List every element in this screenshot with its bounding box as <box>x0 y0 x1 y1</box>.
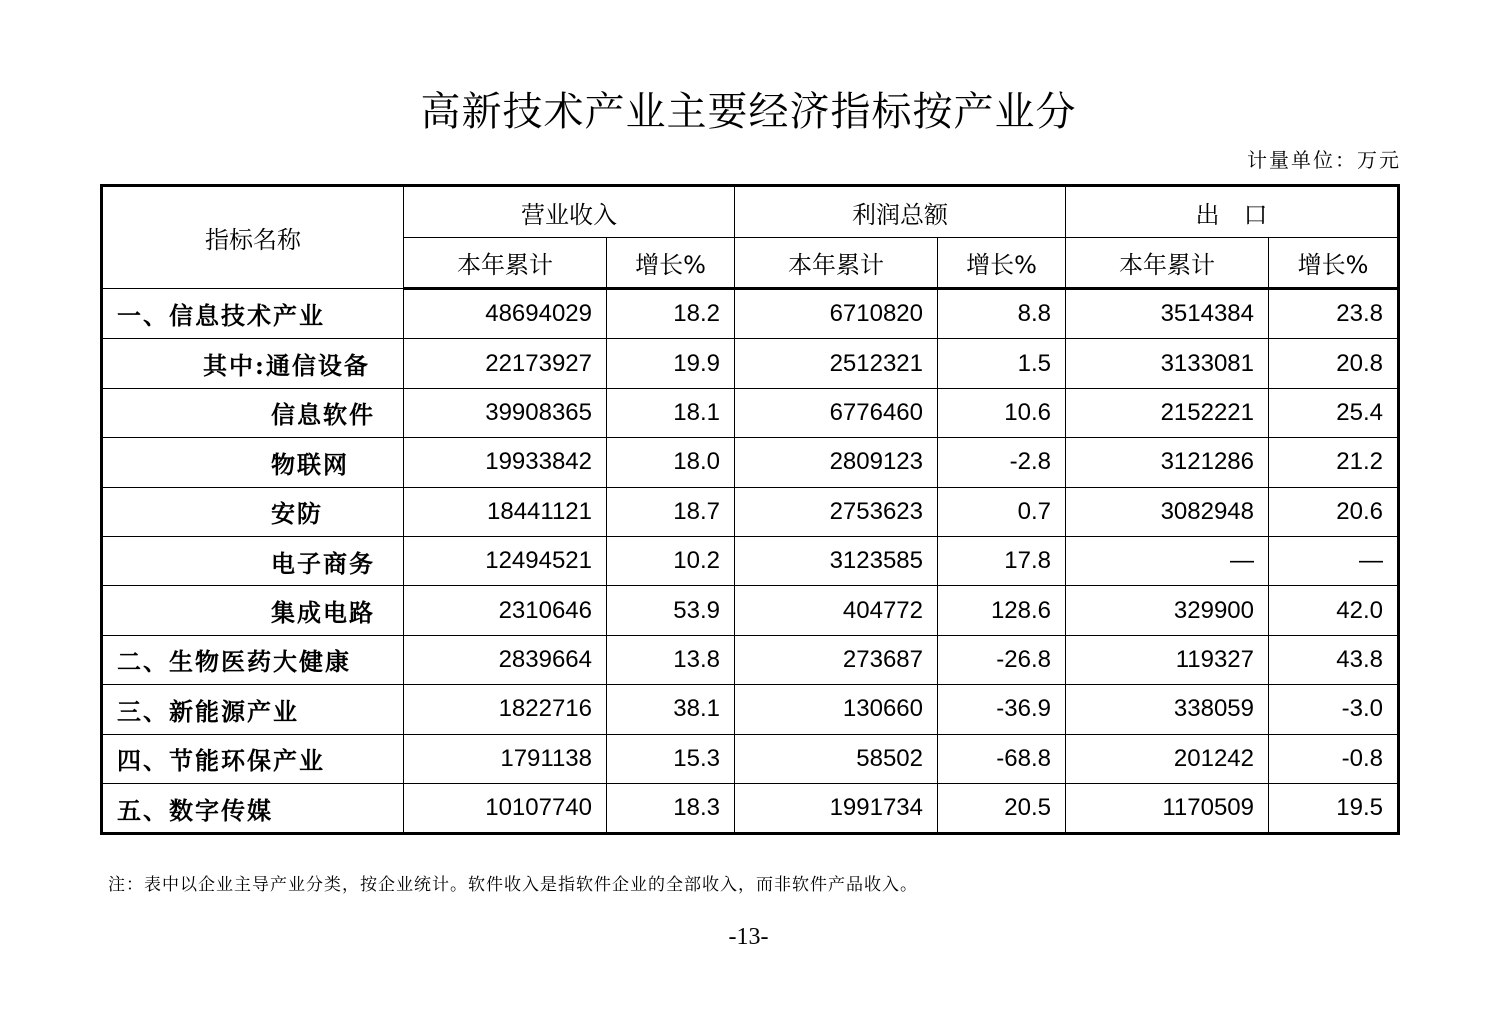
cell-revenue-growth: 19.9 <box>607 339 735 388</box>
cell-profit-ytd: 3123585 <box>735 536 938 585</box>
cell-profit-ytd: 273687 <box>735 635 938 684</box>
cell-export-growth: 19.5 <box>1269 783 1399 833</box>
header-revenue-ytd: 本年累计 <box>404 238 607 289</box>
cell-revenue-ytd: 10107740 <box>404 783 607 833</box>
row-indicator-name: 三、新能源产业 <box>102 685 404 734</box>
cell-revenue-ytd: 19933842 <box>404 438 607 487</box>
cell-revenue-growth: 53.9 <box>607 586 735 635</box>
cell-profit-ytd: 1991734 <box>735 783 938 833</box>
header-profit: 利润总额 <box>735 186 1066 238</box>
header-export-ytd: 本年累计 <box>1066 238 1269 289</box>
cell-profit-ytd: 58502 <box>735 734 938 783</box>
cell-revenue-growth: 18.1 <box>607 388 735 437</box>
cell-profit-ytd: 6710820 <box>735 289 938 339</box>
cell-profit-growth: -26.8 <box>938 635 1066 684</box>
footnote: 注：表中以企业主导产业分类，按企业统计。软件收入是指软件企业的全部收入，而非软件产品收入。 <box>108 875 918 895</box>
cell-export-ytd: 201242 <box>1066 734 1269 783</box>
header-export-growth: 增长% <box>1269 238 1399 289</box>
header-revenue: 营业收入 <box>404 186 735 238</box>
header-export: 出 口 <box>1066 186 1399 238</box>
row-indicator-name: 其中:通信设备 <box>102 339 404 388</box>
cell-export-growth: 42.0 <box>1269 586 1399 635</box>
header-revenue-growth: 增长% <box>607 238 735 289</box>
cell-export-growth: 20.8 <box>1269 339 1399 388</box>
row-indicator-name: 二、生物医药大健康 <box>102 635 404 684</box>
row-indicator-name: 集成电路 <box>102 586 404 635</box>
cell-export-growth: 21.2 <box>1269 438 1399 487</box>
table-row <box>102 438 1399 487</box>
cell-export-growth: 25.4 <box>1269 388 1399 437</box>
cell-profit-growth: 10.6 <box>938 388 1066 437</box>
cell-export-growth: 43.8 <box>1269 635 1399 684</box>
cell-export-ytd: 3082948 <box>1066 487 1269 536</box>
cell-export-ytd: 1170509 <box>1066 783 1269 833</box>
cell-profit-growth: 20.5 <box>938 783 1066 833</box>
table-row <box>102 635 1399 684</box>
header-indicator-name: 指标名称 <box>102 186 404 289</box>
table-row <box>102 289 1399 339</box>
cell-export-ytd: 329900 <box>1066 586 1269 635</box>
page-title: 高新技术产业主要经济指标按产业分 <box>420 89 1077 135</box>
header-profit-ytd: 本年累计 <box>735 238 938 289</box>
cell-revenue-ytd: 39908365 <box>404 388 607 437</box>
cell-export-ytd: 338059 <box>1066 685 1269 734</box>
cell-export-growth: 20.6 <box>1269 487 1399 536</box>
cell-export-growth: -3.0 <box>1269 685 1399 734</box>
cell-revenue-ytd: 2310646 <box>404 586 607 635</box>
cell-export-ytd: 3514384 <box>1066 289 1269 339</box>
table-row <box>102 536 1399 585</box>
row-indicator-name: 物联网 <box>102 438 404 487</box>
cell-profit-growth: -2.8 <box>938 438 1066 487</box>
cell-revenue-growth: 15.3 <box>607 734 735 783</box>
cell-profit-growth: -68.8 <box>938 734 1066 783</box>
table-row <box>102 586 1399 635</box>
cell-revenue-growth: 38.1 <box>607 685 735 734</box>
cell-profit-ytd: 6776460 <box>735 388 938 437</box>
cell-profit-growth: 17.8 <box>938 536 1066 585</box>
cell-profit-ytd: 2809123 <box>735 438 938 487</box>
row-indicator-name: 信息软件 <box>102 388 404 437</box>
table-row <box>102 734 1399 783</box>
row-indicator-name: 一、信息技术产业 <box>102 289 404 339</box>
header-profit-growth: 增长% <box>938 238 1066 289</box>
cell-export-ytd: 2152221 <box>1066 388 1269 437</box>
cell-revenue-ytd: 2839664 <box>404 635 607 684</box>
cell-export-ytd: 3133081 <box>1066 339 1269 388</box>
cell-revenue-ytd: 12494521 <box>404 536 607 585</box>
cell-revenue-ytd: 18441121 <box>404 487 607 536</box>
cell-export-growth: — <box>1269 536 1399 585</box>
cell-revenue-ytd: 48694029 <box>404 289 607 339</box>
cell-export-ytd: — <box>1066 536 1269 585</box>
row-indicator-name: 安防 <box>102 487 404 536</box>
cell-revenue-ytd: 1822716 <box>404 685 607 734</box>
cell-export-growth: 23.8 <box>1269 289 1399 339</box>
cell-profit-growth: 8.8 <box>938 289 1066 339</box>
row-indicator-name: 五、数字传媒 <box>102 783 404 833</box>
cell-revenue-growth: 18.7 <box>607 487 735 536</box>
table-row <box>102 685 1399 734</box>
cell-revenue-ytd: 22173927 <box>404 339 607 388</box>
table-row <box>102 487 1399 536</box>
table-body <box>102 289 1399 834</box>
row-indicator-name: 电子商务 <box>102 536 404 585</box>
cell-profit-ytd: 2512321 <box>735 339 938 388</box>
cell-revenue-growth: 10.2 <box>607 536 735 585</box>
cell-profit-ytd: 130660 <box>735 685 938 734</box>
cell-profit-growth: -36.9 <box>938 685 1066 734</box>
cell-revenue-growth: 18.3 <box>607 783 735 833</box>
page-number: -13- <box>728 924 769 950</box>
cell-profit-ytd: 404772 <box>735 586 938 635</box>
cell-export-ytd: 3121286 <box>1066 438 1269 487</box>
table-row <box>102 339 1399 388</box>
unit-label: 计量单位：万元 <box>1247 148 1401 172</box>
cell-revenue-growth: 18.0 <box>607 438 735 487</box>
cell-revenue-growth: 18.2 <box>607 289 735 339</box>
row-indicator-name: 四、节能环保产业 <box>102 734 404 783</box>
cell-profit-ytd: 2753623 <box>735 487 938 536</box>
cell-export-ytd: 119327 <box>1066 635 1269 684</box>
cell-revenue-growth: 13.8 <box>607 635 735 684</box>
cell-revenue-ytd: 1791138 <box>404 734 607 783</box>
cell-profit-growth: 128.6 <box>938 586 1066 635</box>
table-row <box>102 783 1399 833</box>
cell-export-growth: -0.8 <box>1269 734 1399 783</box>
cell-profit-growth: 1.5 <box>938 339 1066 388</box>
cell-profit-growth: 0.7 <box>938 487 1066 536</box>
table-row <box>102 388 1399 437</box>
indicator-table <box>100 184 1400 835</box>
